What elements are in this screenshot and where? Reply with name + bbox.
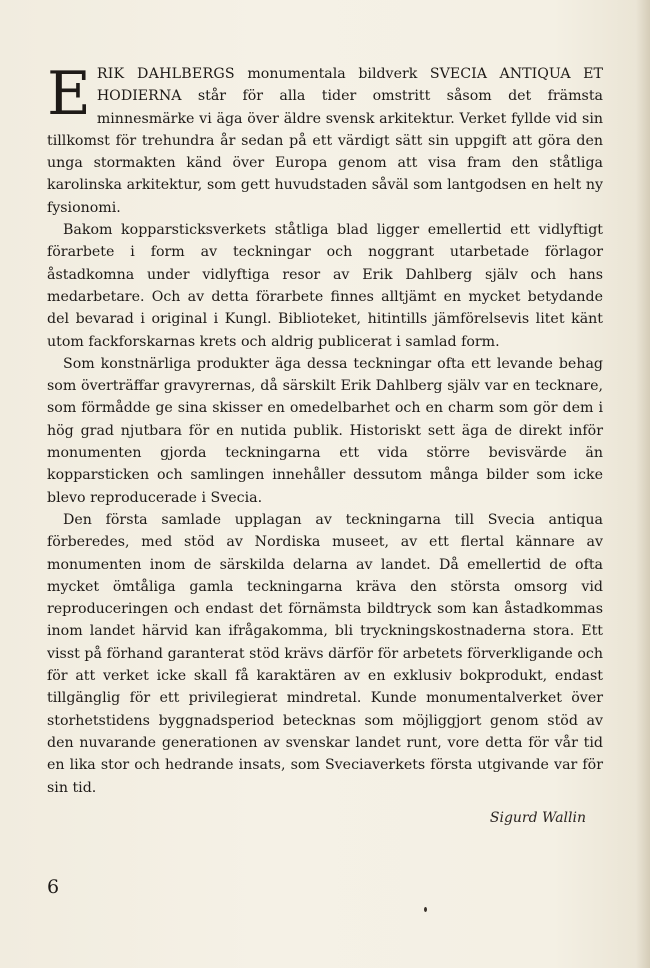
page-number: 6 xyxy=(47,876,60,898)
paragraph-1-text: monumentala bildverk SVECIA ANTIQUA ET HODIERNA står för alla tider omstritt såsom det främsta minnesmärke vi äga över äldre svensk arkitektur. Verket fyllde vid sin tillkomst för trehundra år sedan på ett värdigt sätt sin uppgift att göra den unga stormakten känd över Europa genom att visa fram den ståtliga karolinska arkitektur, som gett huvudstaden såväl som lantgodsen en helt ny fysionomi. xyxy=(47,66,603,216)
paper-speck xyxy=(424,907,427,912)
drop-cap: E xyxy=(47,59,91,129)
paragraph-3: Som konstnärliga produkter äga dessa teckningar ofta ett levande behag som överträffar gravyrernas, då särskilt Erik Dahlberg själv var en tecknare, som förmådde ge sina skisser en omedelbarhet och en charm som gör dem i hög grad njutbara för en nutida publik. Historiskt sett äga de direkt inför monumenten gjorda teckningarna ett vida större bevisvärde än kopparsticken och samlingen innehåller dessutom många bilder som icke blevo reproducerade i Svecia. xyxy=(47,355,603,506)
author-signature: Sigurd Wallin xyxy=(489,810,586,826)
paragraph-4: Den första samlade upplagan av teckningarna till Svecia antiqua förberedes, med stöd av Nordiska museet, av ett flertal kännare av monumenten inom de särskilda delarna av landet. Då emellertid de ofta mycket ömtåliga gamla teckningarna kräva den största omsorg vid reproduceringen och endast det förnämsta bildtryck som kan åstadkommas inom landet härvid kan ifrågakomma, bli tryckningskostnaderna stora. Ett visst på förhand garanterat stöd krävs därför för arbetets förverkligande och för att verket icke skall få karaktären av en exklusiv bokprodukt, endast tillgänglig för ett privilegierat mindretal. Kunde monumentalverket över storhetstidens byggnadsperiod betecknas som möjliggjort genom stöd av den nuvarande generationen av svenskar landet runt, vore detta för vår tid en lika stor och hedrande insats, som Sveciaverkets första utgivande var för sin tid. xyxy=(47,511,603,796)
article-body xyxy=(47,59,603,799)
opening-caps: RIK DAHLBERGS xyxy=(96,66,235,82)
paragraph-2: Bakom kopparsticksverkets ståtliga blad ligger emellertid ett vidlyftigt förarbete i form av teckningar och noggrant utarbetade förlagor åstadkomna under vidlyftiga resor av Erik Dahlberg själv och hans medarbetare. Och av detta förarbete finnes alltjämt en mycket betydande del bevarad i original i Kungl. Biblioteket, hitintills jämförelsevis litet känt utom fackforskarnas krets och aldrig publicerat i samlad form. xyxy=(47,222,603,350)
page-edge-shadow xyxy=(636,0,650,968)
paragraph-1 xyxy=(47,59,603,219)
